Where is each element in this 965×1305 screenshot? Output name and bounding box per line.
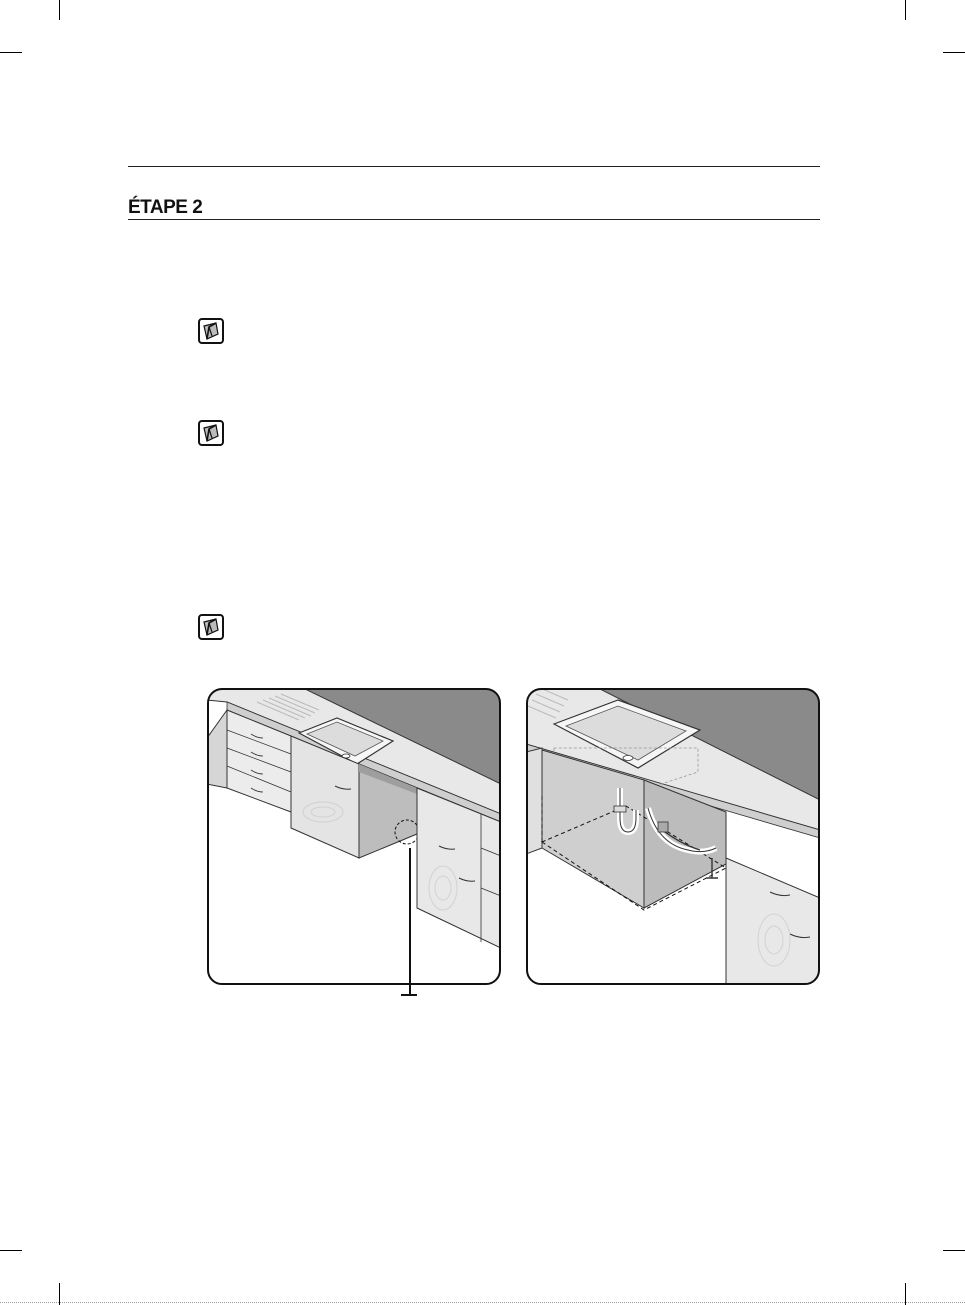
- plumbing-connection-illustration: [526, 688, 820, 985]
- section-heading: ÉTAPE 2: [128, 197, 203, 218]
- top-rule: [128, 166, 820, 167]
- callout-leader-line: [409, 848, 411, 994]
- bottom-dotted-edge: [0, 1302, 965, 1303]
- crop-mark: [905, 0, 906, 20]
- note-pencil-icon: [198, 614, 224, 640]
- heading-underline: [128, 219, 820, 220]
- crop-mark: [0, 1250, 22, 1251]
- callout-leader-foot: [401, 994, 417, 996]
- cabinet-opening-illustration: [207, 688, 501, 985]
- crop-mark: [943, 1250, 965, 1251]
- note-pencil-icon: [198, 318, 224, 344]
- crop-mark: [943, 52, 965, 53]
- note-pencil-icon: [198, 420, 224, 446]
- crop-mark: [0, 52, 22, 53]
- crop-mark: [59, 0, 60, 20]
